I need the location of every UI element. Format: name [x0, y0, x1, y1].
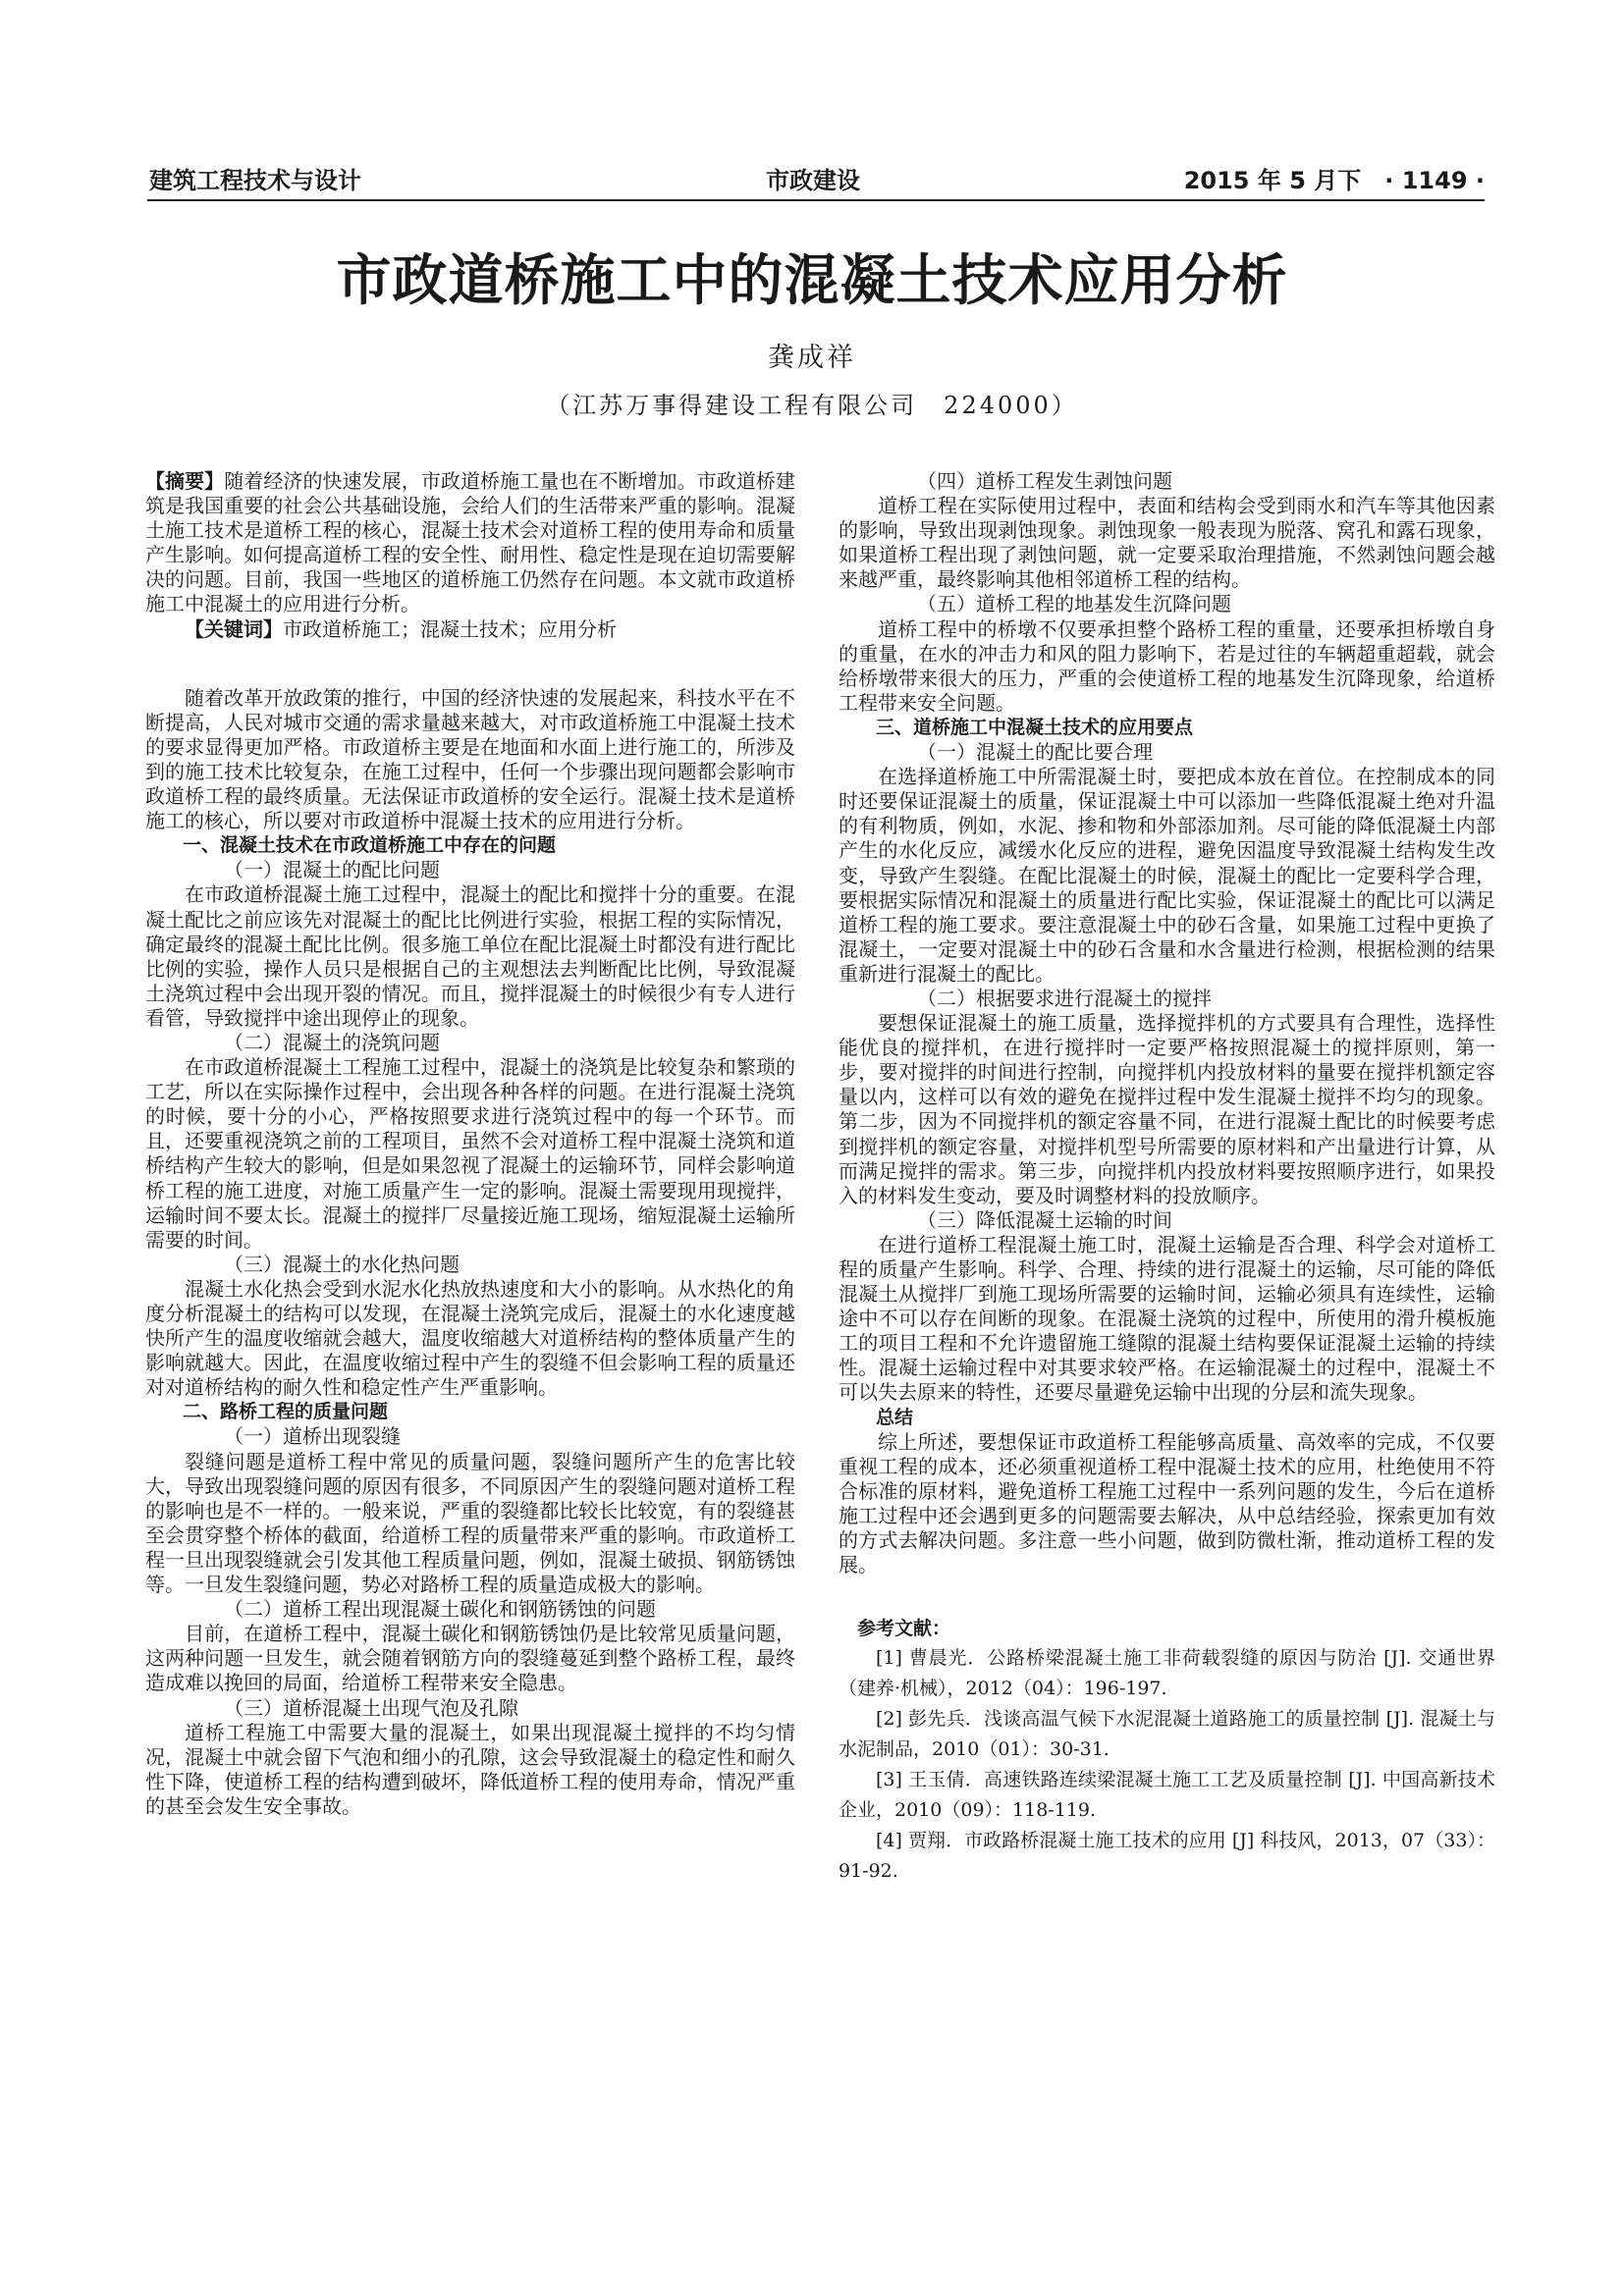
paragraph: 道桥工程施工中需要大量的混凝土，如果出现混凝土搅拌的不均匀情况，混凝土中就会留下气泡和细小的孔隙，这会导致混凝土的稳定性和耐久性下降，使道桥工程的结构遭到破坏，降低道桥工程的使用寿命，情况严重的甚至会发生安全事故。 [145, 1720, 795, 1818]
intro-paragraph: 随着改革开放政策的推行，中国的经济快速的发展起来，科技水平在不断提高，人民对城市交通的需求量越来越大，对市政道桥施工中混凝土技术的要求显得更加严格。市政道桥主要是在地面和水面上进行施工的，所涉及到的施工技术比较复杂，在施工过程中，任何一个步骤出现问题都会影响市政道桥工程的最终质量。无法保证市政道桥的安全运行。混凝土技术是道桥施工的核心，所以要对市政道桥中混凝土技术的应用进行分析。 [145, 685, 795, 833]
right-column [839, 469, 1495, 1887]
paragraph: 在市政道桥混凝土工程施工过程中，混凝土的浇筑是比较复杂和繁琐的工艺，所以在实际操作过程中，会出现各种各样的问题。在进行混凝土浇筑的时候，要十分的小心，严格按照要求进行浇筑过程中的每一个环节。而且，还要重视浇筑之前的工程项目，虽然不会对道桥工程中混凝土浇筑和道桥结构产生较大的影响，但是如果忽视了混凝土的运输环节，同样会影响道桥工程的施工进度，对施工质量产生一定的影响。混凝土需要现用现搅拌，运输时间不要太长。混凝土的搅拌厂尽量接近施工现场，缩短混凝土运输所需要的时间。 [145, 1055, 795, 1252]
paragraph: 在选择道桥施工中所需混凝土时，要把成本放在首位。在控制成本的同时还要保证混凝土的质量，保证混凝土中可以添加一些降低混凝土绝对升温的有利物质，例如，水泥、掺和物和外部添加剂。尽可能的降低混凝土内部产生的水化反应，减缓水化反应的进程，避免因温度导致混凝土结构发生改变，导致产生裂缝。在配比混凝土的时候，混凝土的配比一定要科学合理，要根据实际情况和混凝土的质量进行配比实验，保证混凝土的配比可以满足道桥工程的施工要求。要注意混凝土中的砂石含量，如果施工过程中更换了混凝土，一定要对混凝土中的砂石含量和水含量进行检测，根据检测的结果重新进行混凝土的配比。 [839, 765, 1495, 986]
abstract-text: 随着经济的快速发展，市政道桥施工量也在不断增加。市政道桥建筑是我国重要的社会公共基础设施，会给人们的生活带来严重的影响。混凝土施工技术是道桥工程的核心，混凝土技术会对道桥工程的使用寿命和质量产生影响。如何提高道桥工程的安全性、耐用性、稳定性是现在迫切需要解决的问题。目前，我国一些地区的道桥施工仍然存在问题。本文就市政道桥施工中混凝土的应用进行分析。 [145, 469, 795, 616]
subsection-heading: （四）道桥工程发生剥蚀问题 [917, 469, 1172, 493]
abstract-block [145, 469, 795, 642]
paragraph: 道桥工程中的桥墩不仅要承担整个路桥工程的重量，还要承担桥墩自身的重量，在水的冲击力和风的阻力影响下，若是过往的车辆超重超载，就会给桥墩带来很大的压力，严重的会使道桥工程的地基发生沉降现象，给道桥工程带来安全问题。 [839, 616, 1495, 715]
reference-item: [4] 贾翔．市政路桥混凝土施工技术的应用 [J] 科技风，2013，07（33）：91-92. [839, 1830, 1495, 1883]
reference-item: [2] 彭先兵．浅谈高温气候下水泥混凝土道路施工的质量控制 [J]. 混凝土与水泥制品，2010（01）：30-31. [839, 1708, 1495, 1761]
abstract-label: 【摘要】 [145, 469, 225, 493]
running-header [147, 157, 1485, 196]
keywords-label: 【关键词】 [185, 616, 283, 641]
article-title: 市政道桥施工中的混凝土技术应用分析 [336, 248, 1288, 313]
paragraph: 要想保证混凝土的施工质量，选择搅拌机的方式要具有合理性，选择性能优良的搅拌机，在进行搅拌时一定要严格按照混凝土的搅拌原则，第一步，要对搅拌的时间进行控制，向搅拌机内投放材料的量要在搅拌机额定容量以内，这样可以有效的避免在搅拌过程中发生混凝土搅拌不均匀的现象。第二步，因为不同搅拌机的额定容量不同，在进行混凝土配比的时候要考虑到搅拌机的额定容量，对搅拌机型号所需要的原材料和产出量进行计算，从而满足搅拌的需求。第三步，向搅拌机内投放材料要按照顺序进行，如果投入的材料发生变动，要及时调整材料的投放顺序。 [839, 1011, 1495, 1207]
header-rule [147, 199, 1485, 201]
keywords [145, 617, 795, 642]
paragraph: 目前，在道桥工程中，混凝土碳化和钢筋锈蚀仍是比较常见质量问题，这两种问题一旦发生，就会随着钢筋方向的裂缝蔓延到整个路桥工程，最终造成难以挽回的局面，给道桥工程带来安全隐患。 [145, 1622, 795, 1695]
reference-item: [3] 王玉倩．高速铁路连续梁混凝土施工工艺及质量控制 [J]. 中国高新技术企业，2010（09）：118-119. [839, 1769, 1495, 1822]
summary-heading: 总结 [876, 1406, 914, 1428]
reference-item: [1] 曹晨光．公路桥梁混凝土施工非荷载裂缝的原因与防治 [J]. 交通世界（建养·机械），2012（04）：196-197. [839, 1647, 1495, 1700]
paragraph: 混凝土水化热会受到水泥水化热放热速度和大小的影响。从水热化的角度分析混凝土的结构可以发现，在混凝土浇筑完成后，混凝土的水化速度越快所产生的温度收缩就会越大，温度收缩越大对道桥结构的整体质量产生的影响就越大。因此，在温度收缩过程中产生的裂缝不但会影响工程的质量还对对道桥结构的耐久性和稳定性产生严重影响。 [145, 1276, 795, 1400]
abstract [145, 469, 795, 617]
left-column [145, 469, 795, 1819]
subsection-heading: （三）混凝土的水化热问题 [224, 1252, 460, 1276]
paragraph: 在进行道桥工程混凝土施工时，混凝土运输是否合理、科学会对道桥工程的质量产生影响。科学、合理、持续的进行混凝土的运输，尽可能的降低混凝土从搅拌厂到施工现场所需要的运输时间，运输必须具有连续性，运输途中不可以存在间断的现象。在混凝土浇筑的过程中，所使用的滑升模板施工的项目工程和不允许遗留施工缝隙的混凝土结构要保证混凝土运输的持续性。混凝土运输过程中对其要求较严格。在运输混凝土的过程中，混凝土不可以失去原来的特性，还要尽量避免运输中出现的分层和流失现象。 [839, 1232, 1495, 1405]
subsection-heading: （三）道桥混凝土出现气泡及孔隙 [224, 1695, 518, 1720]
paragraph: 在市政道桥混凝土施工过程中，混凝土的配比和搅拌十分的重要。在混凝土配比之前应该先对混凝土的配比比例进行实验，根据工程的实际情况，确定最终的混凝土配比比例。很多施工单位在配比混凝土时都没有进行配比比例的实验，操作人员只是根据自己的主观想法去判断配比比例，导致混凝土浇筑过程中会出现开裂的情况。而且，搅拌混凝土的时候很少有专人进行看管，导致搅拌中途出现停止的现象。 [145, 882, 795, 1030]
page-number: · 1149 · [1384, 167, 1485, 194]
journal-name: 建筑工程技术与设计 [149, 167, 361, 194]
summary-paragraph: 综上所述，要想保证市政道桥工程能够高质量、高效率的完成，不仅要重视工程的成本，还必须重视道桥工程中混凝土技术的应用，杜绝使用不符合标准的原材料，避免道桥工程施工过程中一系列问题的发生，今后在道桥施工过程中还会遇到更多的问题需要去解决，从中总结经验，探索更加有效的方式去解决问题。多注意一些小问题，做到防微杜渐，推动道桥工程的发展。 [839, 1429, 1495, 1577]
issue-date: 2015 年 5 月下 [1183, 167, 1362, 194]
section-heading: 二、路桥工程的质量问题 [183, 1401, 389, 1423]
paragraph: 裂缝问题是道桥工程中常见的质量问题，裂缝问题所产生的危害比较大，导致出现裂缝问题的原因有很多，不同原因产生的裂缝问题对道桥工程的影响也是不一样的。一般来说，严重的裂缝都比较长比较宽，有的裂缝甚至会贯穿整个桥体的截面，给道桥工程的质量带来严重的影响。市政道桥工程一旦出现裂缝就会引发其他工程质量问题，例如，混凝土破损、钢筋锈蚀等。一旦发生裂缝问题，势必对路桥工程的质量造成极大的影响。 [145, 1449, 795, 1597]
section-name: 市政建设 [766, 167, 860, 194]
section-heading: 一、混凝土技术在市政道桥施工中存在的问题 [183, 834, 557, 857]
subsection-heading: （一）道桥出现裂缝 [224, 1424, 401, 1449]
references [839, 1617, 1495, 1887]
subsection-heading: （五）道桥工程的地基发生沉降问题 [917, 592, 1231, 616]
subsection-heading: （二）根据要求进行混凝土的搅拌 [917, 986, 1212, 1010]
paragraph: 道桥工程在实际使用过程中，表面和结构会受到雨水和汽车等其他因素的影响，导致出现剥蚀现象。剥蚀现象一般表现为脱落、窝孔和露石现象，如果道桥工程出现了剥蚀问题，就一定要采取治理措施，不然剥蚀问题会越来越严重，最终影响其他相邻道桥工程的结构。 [839, 494, 1495, 592]
affiliation: （江苏万事得建设工程有限公司 224000） [546, 392, 1078, 419]
subsection-heading: （一）混凝土的配比要合理 [917, 740, 1153, 765]
subsection-heading: （三）降低混凝土运输的时间 [917, 1207, 1172, 1232]
subsection-heading: （一）混凝土的配比问题 [224, 858, 440, 882]
section-heading: 三、道桥施工中混凝土技术的应用要点 [876, 716, 1194, 738]
author: 龚成祥 [768, 343, 856, 373]
references-heading: 参考文献： [857, 1618, 951, 1640]
issue-and-page [1184, 161, 1485, 195]
subsection-heading: （二）混凝土的浇筑问题 [224, 1030, 440, 1054]
subsection-heading: （二）道桥工程出现混凝土碳化和钢筋锈蚀的问题 [224, 1597, 656, 1622]
keywords-text: 市政道桥施工；混凝土技术；应用分析 [283, 616, 617, 641]
